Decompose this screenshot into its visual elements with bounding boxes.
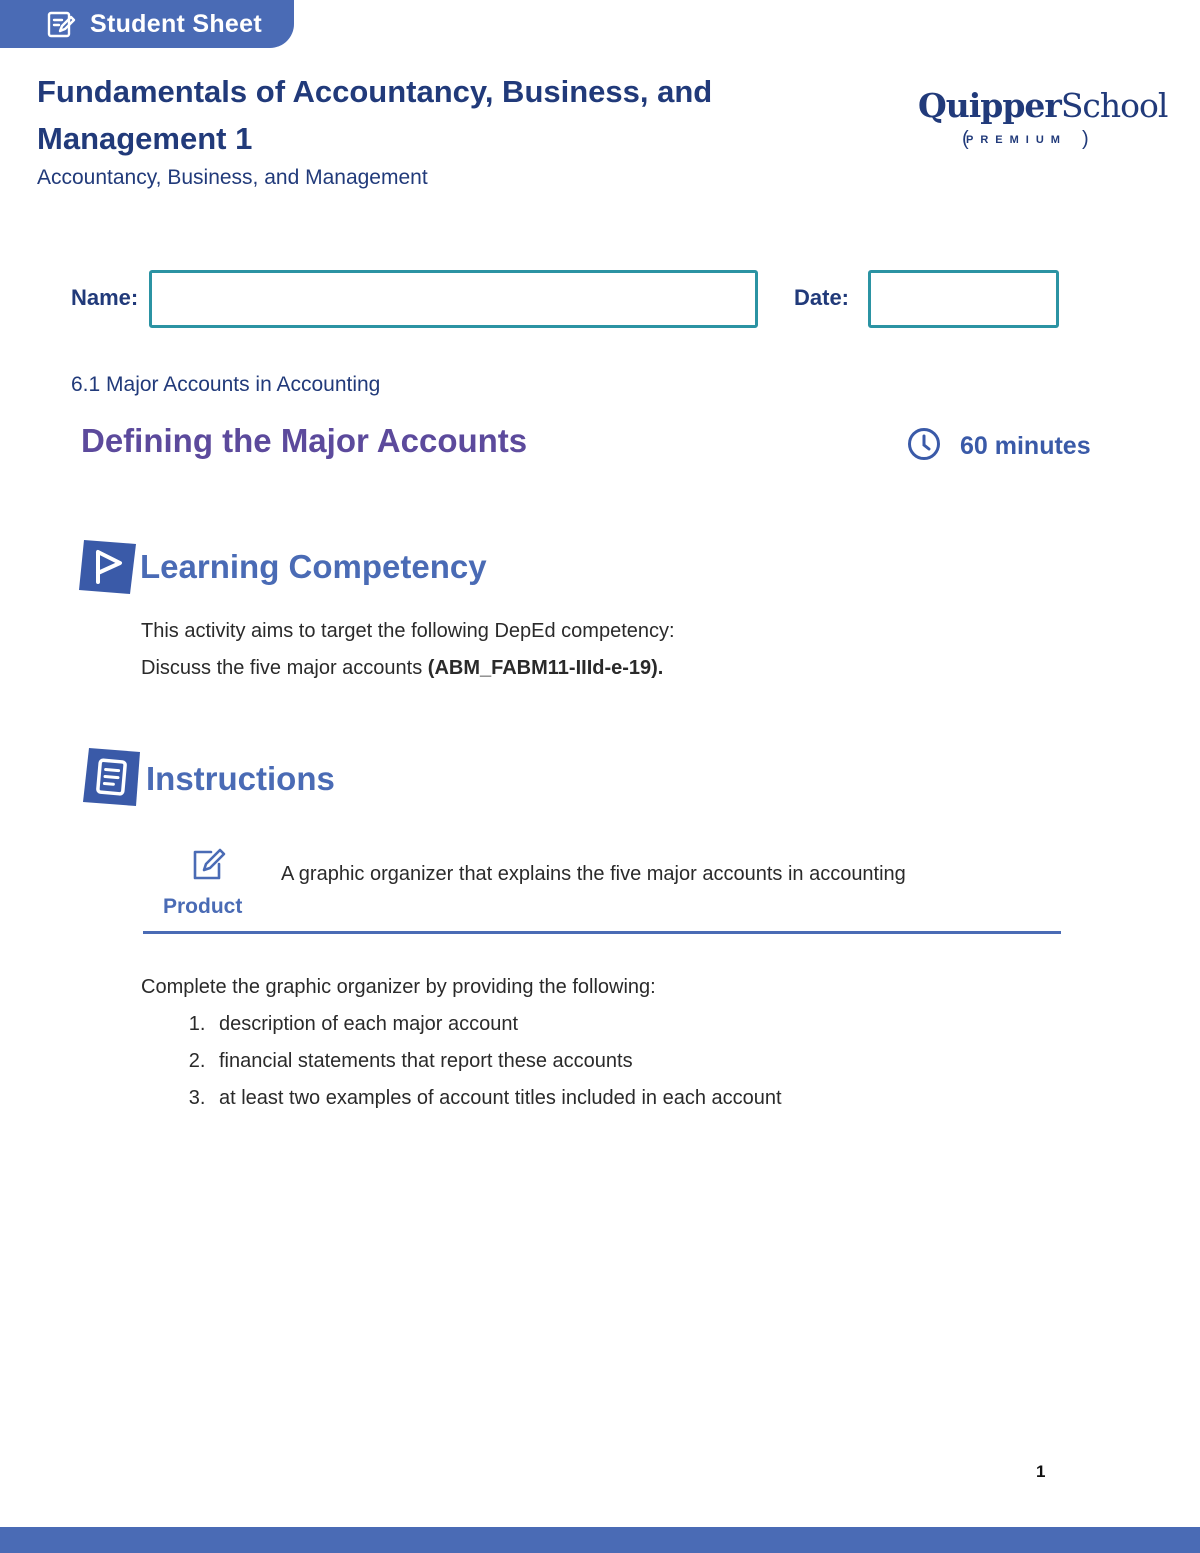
learning-competency-heading: Learning Competency <box>140 548 487 585</box>
instruction-list <box>141 969 1041 1117</box>
product-pencil-icon <box>189 846 227 889</box>
name-field[interactable] <box>149 270 758 328</box>
instructions-heading: Instructions <box>146 760 335 797</box>
list-item: 2. financial statements that report these accounts <box>211 1043 1041 1080</box>
date-label: Date: <box>794 285 850 310</box>
product-description: A graphic organizer that explains the five major accounts in accounting <box>281 863 906 885</box>
student-sheet-tab <box>0 0 294 48</box>
list-item: 1. description of each major account <box>211 1006 1041 1043</box>
logo-tier: PREMIUM <box>966 134 1067 146</box>
page-number: 1 <box>1036 1462 1046 1481</box>
competency-line-2 <box>141 650 663 687</box>
notebook-icon <box>80 746 142 808</box>
logo-brand-light: School <box>1060 86 1168 125</box>
subject-title: Fundamentals of Accountancy, Business, and Management 1 <box>37 74 713 156</box>
competency-code: (ABM_FABM11-IIId-e-19). <box>427 657 664 679</box>
strand-subtitle: Accountancy, Business, and Management <box>37 166 428 189</box>
lesson-title: Defining the Major Accounts <box>81 422 528 459</box>
logo-brand-bold: Quipper <box>918 86 1061 125</box>
logo-paren-right: ) <box>1082 128 1089 150</box>
logo-paren-left: ( <box>962 128 969 150</box>
competency-line-2-text: Discuss the five major accounts <box>141 657 428 679</box>
product-label: Product <box>163 895 243 918</box>
duration <box>906 426 1091 467</box>
edit-sheet-icon <box>46 9 76 39</box>
quipper-school-logo <box>918 86 1168 156</box>
lesson-code: 6.1 Major Accounts in Accounting <box>71 373 381 396</box>
footer-bar <box>0 1527 1200 1553</box>
list-item: 3. at least two examples of account titles included in each account <box>211 1080 1041 1117</box>
flag-icon <box>76 536 138 598</box>
product-divider <box>143 931 1061 934</box>
instruction-intro: Complete the graphic organizer by providing the following: <box>141 976 656 998</box>
name-label: Name: <box>71 285 139 310</box>
clock-icon <box>906 426 942 467</box>
duration-label: 60 minutes <box>960 432 1091 460</box>
competency-line-1: This activity aims to target the following DepEd competency: <box>141 620 675 642</box>
date-field[interactable] <box>868 270 1059 328</box>
tab-label: Student Sheet <box>90 9 262 38</box>
